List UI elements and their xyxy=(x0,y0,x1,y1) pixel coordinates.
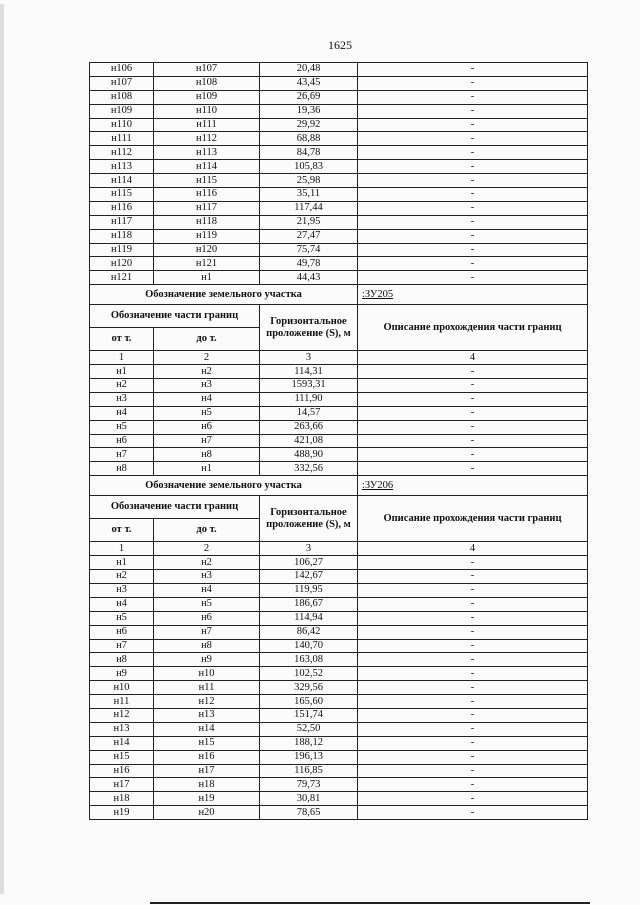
to-point-cell: н11 xyxy=(154,681,260,695)
table-row xyxy=(90,462,588,476)
table-row xyxy=(90,201,588,215)
from-point-cell: н4 xyxy=(90,406,154,420)
table-row xyxy=(90,379,588,393)
description-cell: - xyxy=(358,63,588,77)
length-cell: 52,50 xyxy=(260,722,358,736)
to-point-cell: н14 xyxy=(154,722,260,736)
description-cell: - xyxy=(358,257,588,271)
to-point-cell: н4 xyxy=(154,392,260,406)
from-point-cell: н3 xyxy=(90,392,154,406)
description-cell: - xyxy=(358,597,588,611)
table-row xyxy=(90,448,588,462)
length-cell: 111,90 xyxy=(260,392,358,406)
from-point-cell: н6 xyxy=(90,625,154,639)
length-cell: 488,90 xyxy=(260,448,358,462)
header-row xyxy=(90,496,588,519)
length-cell: 163,08 xyxy=(260,653,358,667)
column-number-row xyxy=(90,351,588,365)
from-point-cell: н8 xyxy=(90,462,154,476)
bottom-rule xyxy=(150,902,590,904)
table-row xyxy=(90,118,588,132)
column-number-row xyxy=(90,542,588,556)
table-row xyxy=(90,392,588,406)
description-cell: - xyxy=(358,104,588,118)
length-cell: 332,56 xyxy=(260,462,358,476)
length-header: Горизонтальное проложение (S), м xyxy=(260,305,358,351)
from-point-header: от т. xyxy=(90,519,154,542)
length-cell: 49,78 xyxy=(260,257,358,271)
table-row xyxy=(90,188,588,202)
description-cell: - xyxy=(358,379,588,393)
to-point-cell: н8 xyxy=(154,448,260,462)
description-cell: - xyxy=(358,406,588,420)
description-cell: - xyxy=(358,806,588,820)
from-point-cell: н120 xyxy=(90,257,154,271)
description-cell: - xyxy=(358,653,588,667)
to-point-cell: н1 xyxy=(154,462,260,476)
to-point-cell: н117 xyxy=(154,201,260,215)
length-cell: 142,67 xyxy=(260,570,358,584)
table-row xyxy=(90,653,588,667)
length-cell: 116,85 xyxy=(260,764,358,778)
table-row xyxy=(90,667,588,681)
description-cell: - xyxy=(358,639,588,653)
description-cell: - xyxy=(358,188,588,202)
table-row xyxy=(90,736,588,750)
to-point-cell: н16 xyxy=(154,750,260,764)
description-cell: - xyxy=(358,132,588,146)
from-point-cell: н114 xyxy=(90,174,154,188)
to-point-cell: н19 xyxy=(154,792,260,806)
description-cell: - xyxy=(358,243,588,257)
boundary-part-header: Обозначение части границ xyxy=(90,305,260,328)
to-point-cell: н7 xyxy=(154,625,260,639)
to-point-cell: н2 xyxy=(154,556,260,570)
to-point-cell: н6 xyxy=(154,420,260,434)
length-cell: 329,56 xyxy=(260,681,358,695)
from-point-cell: н2 xyxy=(90,379,154,393)
from-point-cell: н111 xyxy=(90,132,154,146)
table-row xyxy=(90,597,588,611)
length-cell: 19,36 xyxy=(260,104,358,118)
from-point-cell: н107 xyxy=(90,76,154,90)
to-point-cell: н121 xyxy=(154,257,260,271)
description-cell: - xyxy=(358,271,588,285)
land-plot-label: Обозначение земельного участка xyxy=(90,476,358,496)
table-row xyxy=(90,229,588,243)
from-point-cell: н109 xyxy=(90,104,154,118)
to-point-cell: н5 xyxy=(154,597,260,611)
land-plot-label: Обозначение земельного участка xyxy=(90,285,358,305)
to-point-cell: н2 xyxy=(154,365,260,379)
description-header: Описание прохождения части границ xyxy=(358,496,588,542)
from-point-cell: н106 xyxy=(90,63,154,77)
length-cell: 20,48 xyxy=(260,63,358,77)
table-row xyxy=(90,243,588,257)
description-cell: - xyxy=(358,76,588,90)
table-row xyxy=(90,611,588,625)
length-cell: 421,08 xyxy=(260,434,358,448)
length-cell: 188,12 xyxy=(260,736,358,750)
length-cell: 151,74 xyxy=(260,708,358,722)
from-point-cell: н7 xyxy=(90,448,154,462)
to-point-cell: н8 xyxy=(154,639,260,653)
from-point-cell: н9 xyxy=(90,667,154,681)
table-row xyxy=(90,570,588,584)
table-row xyxy=(90,271,588,285)
length-cell: 114,31 xyxy=(260,365,358,379)
length-cell: 114,94 xyxy=(260,611,358,625)
table-row xyxy=(90,63,588,77)
scan-edge xyxy=(0,4,4,894)
table-row xyxy=(90,778,588,792)
length-cell: 30,81 xyxy=(260,792,358,806)
description-cell: - xyxy=(358,722,588,736)
header-row xyxy=(90,305,588,328)
table-row xyxy=(90,406,588,420)
to-point-cell: н12 xyxy=(154,695,260,709)
to-point-cell: н18 xyxy=(154,778,260,792)
to-point-cell: н108 xyxy=(154,76,260,90)
from-point-cell: н17 xyxy=(90,778,154,792)
column-number: 4 xyxy=(358,351,588,365)
to-point-cell: н112 xyxy=(154,132,260,146)
from-point-cell: н13 xyxy=(90,722,154,736)
from-point-cell: н4 xyxy=(90,597,154,611)
to-point-cell: н13 xyxy=(154,708,260,722)
length-header: Горизонтальное проложение (S), м xyxy=(260,496,358,542)
from-point-cell: н110 xyxy=(90,118,154,132)
length-cell: 263,66 xyxy=(260,420,358,434)
to-point-cell: н115 xyxy=(154,174,260,188)
from-point-cell: н108 xyxy=(90,90,154,104)
to-point-cell: н1 xyxy=(154,271,260,285)
length-cell: 106,27 xyxy=(260,556,358,570)
length-cell: 165,60 xyxy=(260,695,358,709)
table-row xyxy=(90,708,588,722)
length-cell: 119,95 xyxy=(260,583,358,597)
table-row xyxy=(90,722,588,736)
length-cell: 68,88 xyxy=(260,132,358,146)
table-row xyxy=(90,174,588,188)
to-point-cell: н120 xyxy=(154,243,260,257)
description-cell: - xyxy=(358,736,588,750)
description-cell: - xyxy=(358,570,588,584)
description-cell: - xyxy=(358,365,588,379)
description-cell: - xyxy=(358,229,588,243)
to-point-cell: н7 xyxy=(154,434,260,448)
description-cell: - xyxy=(358,667,588,681)
table-row xyxy=(90,750,588,764)
table-row xyxy=(90,806,588,820)
table-row xyxy=(90,625,588,639)
description-cell: - xyxy=(358,764,588,778)
length-cell: 105,83 xyxy=(260,160,358,174)
table-row xyxy=(90,160,588,174)
description-cell: - xyxy=(358,583,588,597)
to-point-header: до т. xyxy=(154,519,260,542)
from-point-cell: н19 xyxy=(90,806,154,820)
section-title-row xyxy=(90,285,588,305)
table-row xyxy=(90,365,588,379)
from-point-cell: н3 xyxy=(90,583,154,597)
from-point-cell: н1 xyxy=(90,365,154,379)
from-point-cell: н115 xyxy=(90,188,154,202)
to-point-cell: н3 xyxy=(154,379,260,393)
description-cell: - xyxy=(358,556,588,570)
description-cell: - xyxy=(358,625,588,639)
to-point-cell: н3 xyxy=(154,570,260,584)
boundary-part-header: Обозначение части границ xyxy=(90,496,260,519)
description-cell: - xyxy=(358,708,588,722)
length-cell: 14,57 xyxy=(260,406,358,420)
table-row xyxy=(90,695,588,709)
table-row xyxy=(90,76,588,90)
from-point-cell: н117 xyxy=(90,215,154,229)
table-row xyxy=(90,681,588,695)
from-point-cell: н14 xyxy=(90,736,154,750)
from-point-cell: н11 xyxy=(90,695,154,709)
column-number: 2 xyxy=(154,351,260,365)
to-point-cell: н20 xyxy=(154,806,260,820)
table-row xyxy=(90,132,588,146)
to-point-cell: н17 xyxy=(154,764,260,778)
length-cell: 43,45 xyxy=(260,76,358,90)
page-number: 1625 xyxy=(328,38,352,52)
from-point-cell: н5 xyxy=(90,611,154,625)
table-row xyxy=(90,104,588,118)
section-title-row xyxy=(90,476,588,496)
description-cell: - xyxy=(358,778,588,792)
to-point-cell: н15 xyxy=(154,736,260,750)
length-cell: 84,78 xyxy=(260,146,358,160)
to-point-cell: н118 xyxy=(154,215,260,229)
from-point-cell: н12 xyxy=(90,708,154,722)
from-point-cell: н113 xyxy=(90,160,154,174)
length-cell: 25,98 xyxy=(260,174,358,188)
table-row xyxy=(90,215,588,229)
land-plot-id: :ЗУ206 xyxy=(358,476,588,496)
from-point-cell: н7 xyxy=(90,639,154,653)
length-cell: 29,92 xyxy=(260,118,358,132)
from-point-cell: н16 xyxy=(90,764,154,778)
table-row xyxy=(90,90,588,104)
description-cell: - xyxy=(358,434,588,448)
to-point-cell: н4 xyxy=(154,583,260,597)
to-point-cell: н119 xyxy=(154,229,260,243)
description-cell: - xyxy=(358,681,588,695)
to-point-cell: н9 xyxy=(154,653,260,667)
to-point-cell: н113 xyxy=(154,146,260,160)
length-cell: 21,95 xyxy=(260,215,358,229)
column-number: 3 xyxy=(260,542,358,556)
to-point-cell: н6 xyxy=(154,611,260,625)
to-point-cell: н111 xyxy=(154,118,260,132)
to-point-cell: н114 xyxy=(154,160,260,174)
description-cell: - xyxy=(358,611,588,625)
to-point-cell: н107 xyxy=(154,63,260,77)
length-cell: 117,44 xyxy=(260,201,358,215)
from-point-cell: н2 xyxy=(90,570,154,584)
length-cell: 102,52 xyxy=(260,667,358,681)
length-cell: 27,47 xyxy=(260,229,358,243)
boundary-table-body xyxy=(90,63,588,820)
from-point-cell: н118 xyxy=(90,229,154,243)
length-cell: 78,65 xyxy=(260,806,358,820)
from-point-cell: н112 xyxy=(90,146,154,160)
length-cell: 79,73 xyxy=(260,778,358,792)
description-cell: - xyxy=(358,792,588,806)
from-point-cell: н8 xyxy=(90,653,154,667)
length-cell: 1593,31 xyxy=(260,379,358,393)
land-plot-id: :ЗУ205 xyxy=(358,285,588,305)
length-cell: 186,67 xyxy=(260,597,358,611)
description-cell: - xyxy=(358,146,588,160)
column-number: 2 xyxy=(154,542,260,556)
length-cell: 35,11 xyxy=(260,188,358,202)
length-cell: 75,74 xyxy=(260,243,358,257)
table-row xyxy=(90,792,588,806)
description-cell: - xyxy=(358,448,588,462)
description-cell: - xyxy=(358,118,588,132)
table-row xyxy=(90,556,588,570)
description-cell: - xyxy=(358,462,588,476)
description-cell: - xyxy=(358,201,588,215)
to-point-cell: н116 xyxy=(154,188,260,202)
from-point-cell: н15 xyxy=(90,750,154,764)
description-cell: - xyxy=(358,90,588,104)
to-point-cell: н10 xyxy=(154,667,260,681)
column-number: 3 xyxy=(260,351,358,365)
description-cell: - xyxy=(358,392,588,406)
from-point-cell: н119 xyxy=(90,243,154,257)
description-cell: - xyxy=(358,420,588,434)
boundary-table xyxy=(89,62,588,820)
description-cell: - xyxy=(358,215,588,229)
column-number: 1 xyxy=(90,542,154,556)
from-point-cell: н121 xyxy=(90,271,154,285)
from-point-cell: н1 xyxy=(90,556,154,570)
column-number: 4 xyxy=(358,542,588,556)
length-cell: 44,43 xyxy=(260,271,358,285)
length-cell: 86,42 xyxy=(260,625,358,639)
table-row xyxy=(90,146,588,160)
description-cell: - xyxy=(358,695,588,709)
from-point-cell: н116 xyxy=(90,201,154,215)
to-point-cell: н110 xyxy=(154,104,260,118)
from-point-header: от т. xyxy=(90,328,154,351)
table-row xyxy=(90,764,588,778)
description-header: Описание прохождения части границ xyxy=(358,305,588,351)
table-row xyxy=(90,257,588,271)
table-row xyxy=(90,434,588,448)
to-point-cell: н5 xyxy=(154,406,260,420)
table-row xyxy=(90,420,588,434)
description-cell: - xyxy=(358,750,588,764)
to-point-header: до т. xyxy=(154,328,260,351)
length-cell: 196,13 xyxy=(260,750,358,764)
table-row xyxy=(90,639,588,653)
description-cell: - xyxy=(358,160,588,174)
description-cell: - xyxy=(358,174,588,188)
column-number: 1 xyxy=(90,351,154,365)
from-point-cell: н5 xyxy=(90,420,154,434)
from-point-cell: н6 xyxy=(90,434,154,448)
to-point-cell: н109 xyxy=(154,90,260,104)
table-row xyxy=(90,583,588,597)
from-point-cell: н18 xyxy=(90,792,154,806)
length-cell: 140,70 xyxy=(260,639,358,653)
length-cell: 26,69 xyxy=(260,90,358,104)
from-point-cell: н10 xyxy=(90,681,154,695)
